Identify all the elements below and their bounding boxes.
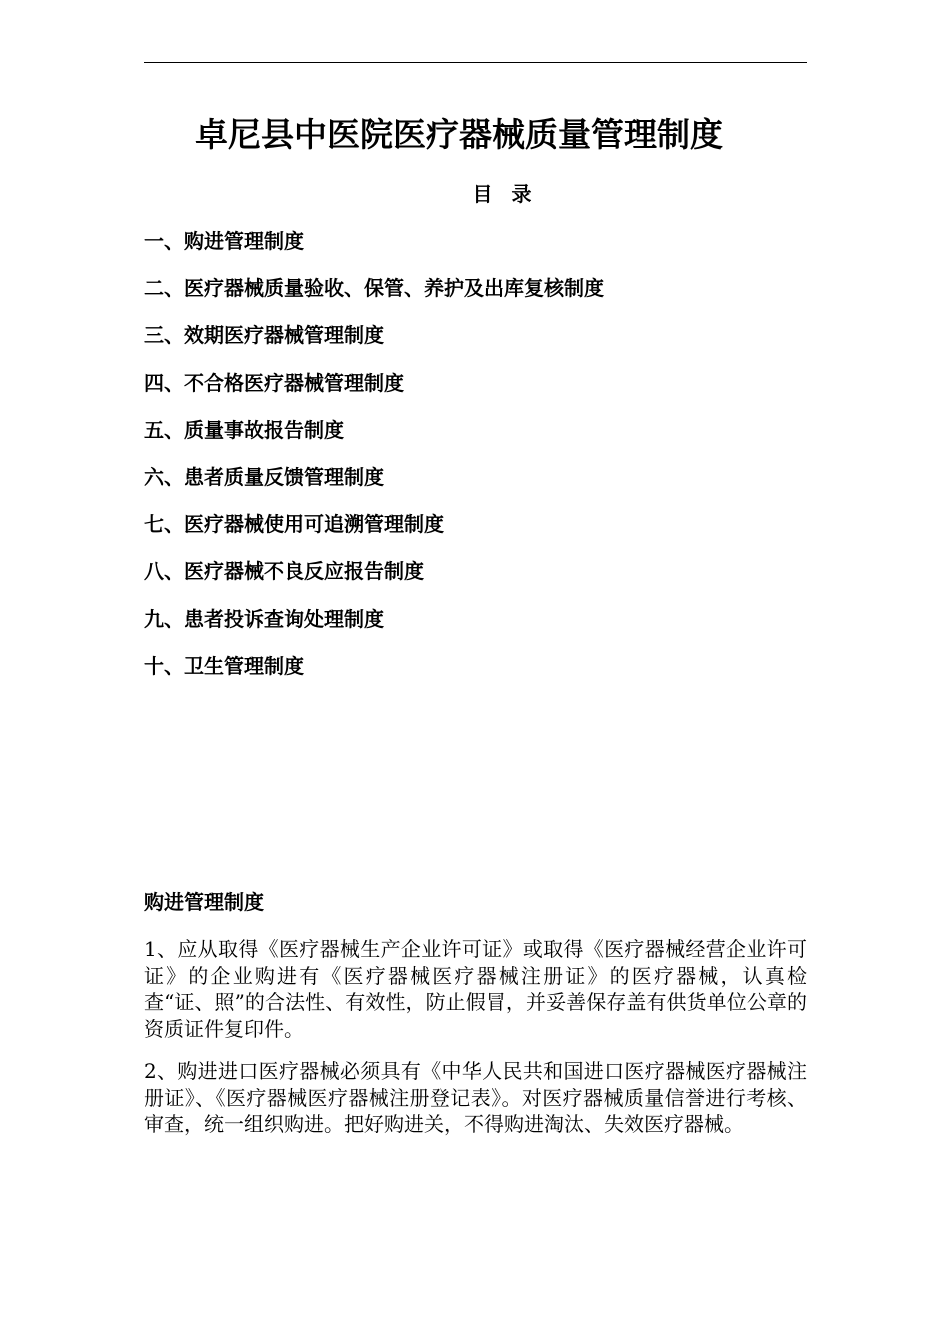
section-paragraph-2: 2、购进进口医疗器械必须具有《中华人民共和国进口医疗器械医疗器械注册证》、《医疗器械医疗器械注册登记表》。对医疗器械质量信誉进行考核、审查，统一组织购进。把好购进关，不得购进淘汰、失效医疗器械。 [144,1059,807,1136]
toc-item-9: 九、患者投诉查询处理制度 [144,606,384,631]
document-title: 卓尼县中医院医疗器械质量管理制度 [195,115,723,154]
toc-item-1: 一、购进管理制度 [144,229,304,253]
section-title: 购进管理制度 [144,890,264,914]
toc-item-5: 五、质量事故报告制度 [144,417,344,442]
toc-item-8: 八、医疗器械不良反应报告制度 [144,559,424,584]
header-rule [144,62,807,63]
toc-item-10: 十、卫生管理制度 [144,653,304,678]
toc-item-7: 七、医疗器械使用可追溯管理制度 [144,512,444,537]
toc-item-6: 六、患者质量反馈管理制度 [144,464,384,489]
toc-item-3: 三、效期医疗器械管理制度 [144,323,384,348]
section-paragraph-1: 1、应从取得《医疗器械生产企业许可证》或取得《医疗器械经营企业许可证》的企业购进有《医疗器械医疗器械注册证》的医疗器械，认真检查“证、照”的合法性、有效性，防止假冒，并妥善保存盖有供货单位公章的资质证件复印件。 [144,937,807,1041]
toc-item-2: 二、医疗器械质量验收、保管、养护及出库复核制度 [144,276,604,301]
table-of-contents [144,226,807,698]
toc-heading: 目 录 [472,182,538,206]
toc-item-4: 四、不合格医疗器械管理制度 [144,370,404,395]
